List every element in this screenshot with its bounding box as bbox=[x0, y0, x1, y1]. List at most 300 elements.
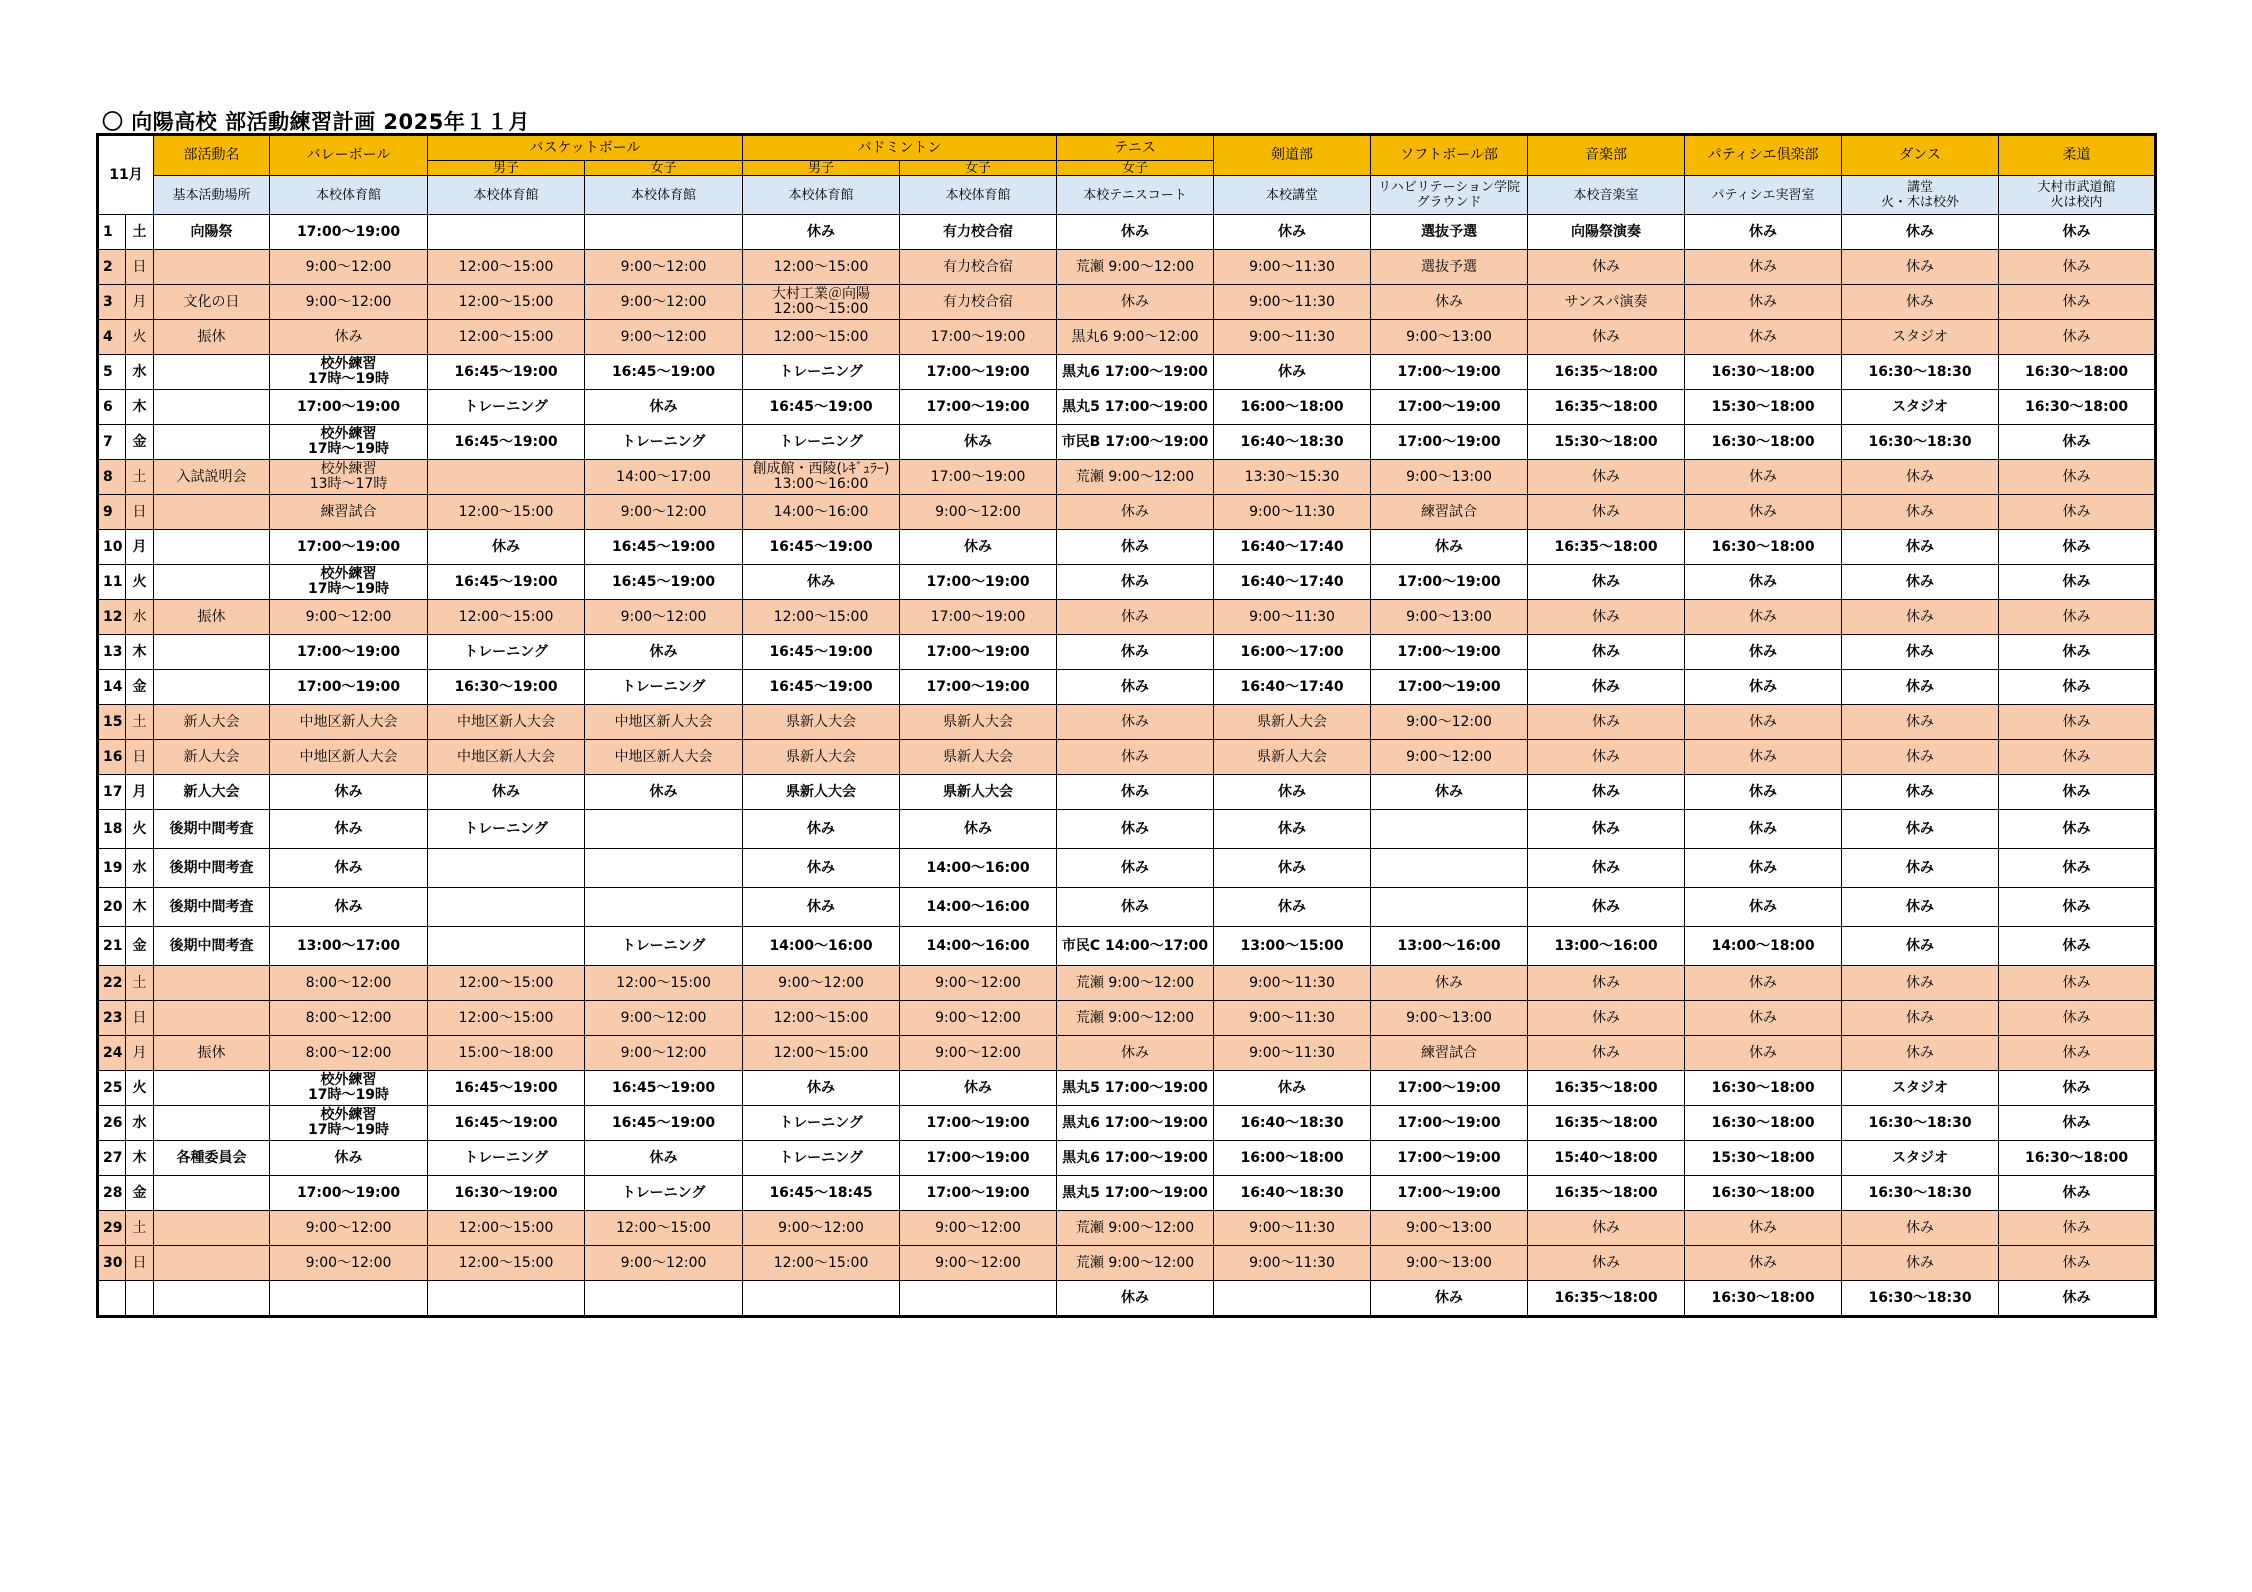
schedule-cell bbox=[270, 1281, 428, 1317]
school-event bbox=[154, 1071, 270, 1106]
schedule-cell: 休み bbox=[1999, 1246, 2156, 1281]
schedule-cell: 16:40～18:30 bbox=[1214, 425, 1371, 460]
weekday: 月 bbox=[126, 775, 154, 810]
schedule-row bbox=[98, 460, 2156, 495]
day-number: 24 bbox=[98, 1036, 126, 1071]
schedule-cell: 16:45～19:00 bbox=[428, 1106, 585, 1141]
schedule-cell: 9:00～11:30 bbox=[1214, 1211, 1371, 1246]
schedule-cell: 中地区新人大会 bbox=[585, 740, 743, 775]
school-event: 文化の日 bbox=[154, 285, 270, 320]
schedule-cell: 練習試合 bbox=[1371, 1036, 1528, 1071]
schedule-cell: 校外練習 17時～19時 bbox=[270, 1071, 428, 1106]
day-number: 3 bbox=[98, 285, 126, 320]
schedule-cell: 9:00～13:00 bbox=[1371, 1001, 1528, 1036]
schedule-cell: 休み bbox=[1842, 849, 1999, 888]
schedule-cell: 休み bbox=[1214, 355, 1371, 390]
schedule-cell: 休み bbox=[1528, 810, 1685, 849]
schedule-cell: 16:30～18:00 bbox=[1685, 1176, 1842, 1211]
location-cell: リハビリテーション学院 グラウンド bbox=[1371, 176, 1528, 215]
schedule-cell: 16:30～18:30 bbox=[1842, 355, 1999, 390]
school-event bbox=[154, 1281, 270, 1317]
schedule-cell: 休み bbox=[1685, 849, 1842, 888]
schedule-cell: トレーニング bbox=[743, 1106, 900, 1141]
schedule-cell: 休み bbox=[1999, 215, 2156, 250]
schedule-cell: 県新人大会 bbox=[743, 775, 900, 810]
schedule-cell: 校外練習 17時～19時 bbox=[270, 355, 428, 390]
day-number: 14 bbox=[98, 670, 126, 705]
schedule-cell: 休み bbox=[1842, 670, 1999, 705]
schedule-cell: 休み bbox=[1057, 810, 1214, 849]
schedule-cell: 休み bbox=[1999, 1106, 2156, 1141]
schedule-cell: スタジオ bbox=[1842, 1141, 1999, 1176]
schedule-cell: 16:30～18:00 bbox=[1685, 1281, 1842, 1317]
schedule-cell: 休み bbox=[1999, 600, 2156, 635]
schedule-cell: 休み bbox=[585, 775, 743, 810]
schedule-cell: 16:45～19:00 bbox=[743, 530, 900, 565]
weekday: 水 bbox=[126, 600, 154, 635]
schedule-cell: 休み bbox=[1057, 888, 1214, 927]
schedule-cell: 休み bbox=[1528, 966, 1685, 1001]
club-volleyball: バレーボール bbox=[270, 135, 428, 176]
schedule-cell: 休み bbox=[1057, 600, 1214, 635]
schedule-cell: 休み bbox=[1057, 705, 1214, 740]
schedule-cell: 12:00～15:00 bbox=[428, 250, 585, 285]
schedule-cell: 9:00～12:00 bbox=[900, 1211, 1057, 1246]
schedule-cell: 休み bbox=[1842, 888, 1999, 927]
schedule-row bbox=[98, 1246, 2156, 1281]
schedule-cell: 12:00～15:00 bbox=[428, 285, 585, 320]
schedule-cell: 休み bbox=[1999, 740, 2156, 775]
schedule-cell: 休み bbox=[1528, 670, 1685, 705]
schedule-cell: 創成館・西陵(ﾚｷﾞｭﾗｰ) 13:00～16:00 bbox=[743, 460, 900, 495]
weekday: 日 bbox=[126, 740, 154, 775]
schedule-cell: 休み bbox=[270, 888, 428, 927]
schedule-cell: 県新人大会 bbox=[900, 740, 1057, 775]
schedule-cell: 16:45～19:00 bbox=[585, 565, 743, 600]
schedule-cell bbox=[743, 1281, 900, 1317]
schedule-cell: 9:00～12:00 bbox=[270, 1211, 428, 1246]
schedule-cell: 休み bbox=[1999, 565, 2156, 600]
schedule-cell: 休み bbox=[1685, 1246, 1842, 1281]
schedule-cell: 16:00～17:00 bbox=[1214, 635, 1371, 670]
schedule-row bbox=[98, 927, 2156, 966]
schedule-cell: 休み bbox=[1842, 495, 1999, 530]
schedule-cell: 9:00～13:00 bbox=[1371, 460, 1528, 495]
schedule-cell: 9:00～12:00 bbox=[743, 966, 900, 1001]
schedule-cell: 休み bbox=[743, 810, 900, 849]
day-number: 21 bbox=[98, 927, 126, 966]
schedule-cell: 県新人大会 bbox=[1214, 705, 1371, 740]
schedule-cell: 県新人大会 bbox=[1214, 740, 1371, 775]
schedule-cell: 休み bbox=[1685, 888, 1842, 927]
schedule-cell: 休み bbox=[585, 635, 743, 670]
school-event bbox=[154, 425, 270, 460]
schedule-cell: 荒瀬 9:00～12:00 bbox=[1057, 250, 1214, 285]
schedule-cell: 休み bbox=[1842, 460, 1999, 495]
weekday: 火 bbox=[126, 320, 154, 355]
schedule-cell: 休み bbox=[1685, 460, 1842, 495]
weekday: 木 bbox=[126, 390, 154, 425]
schedule-cell: 16:30～18:30 bbox=[1842, 1281, 1999, 1317]
schedule-cell bbox=[428, 460, 585, 495]
schedule-cell bbox=[585, 810, 743, 849]
schedule-cell: 休み bbox=[1057, 495, 1214, 530]
schedule-cell: 休み bbox=[1214, 775, 1371, 810]
schedule-cell: 16:30～18:30 bbox=[1842, 425, 1999, 460]
schedule-cell: 9:00～11:30 bbox=[1214, 250, 1371, 285]
schedule-cell: 休み bbox=[1842, 285, 1999, 320]
schedule-cell: 12:00～15:00 bbox=[743, 600, 900, 635]
school-event bbox=[154, 1246, 270, 1281]
school-event: 振休 bbox=[154, 320, 270, 355]
schedule-cell: 13:00～16:00 bbox=[1528, 927, 1685, 966]
schedule-cell: 休み bbox=[1685, 285, 1842, 320]
schedule-cell: 黒丸6 9:00～12:00 bbox=[1057, 320, 1214, 355]
schedule-cell: 荒瀬 9:00～12:00 bbox=[1057, 1246, 1214, 1281]
schedule-cell: 9:00～13:00 bbox=[1371, 1211, 1528, 1246]
club-music: 音楽部 bbox=[1528, 135, 1685, 176]
schedule-cell: 13:00～15:00 bbox=[1214, 927, 1371, 966]
schedule-cell: 向陽祭演奏 bbox=[1528, 215, 1685, 250]
schedule-cell: 9:00～13:00 bbox=[1371, 600, 1528, 635]
schedule-cell: 17:00～19:00 bbox=[1371, 635, 1528, 670]
schedule-row bbox=[98, 670, 2156, 705]
weekday: 土 bbox=[126, 460, 154, 495]
school-event: 入試説明会 bbox=[154, 460, 270, 495]
location-cell: 講堂 火・木は校外 bbox=[1842, 176, 1999, 215]
location-cell: 大村市武道館 火は校内 bbox=[1999, 176, 2156, 215]
schedule-cell: トレーニング bbox=[585, 670, 743, 705]
schedule-cell: 16:35～18:00 bbox=[1528, 355, 1685, 390]
schedule-cell: 17:00～19:00 bbox=[900, 635, 1057, 670]
day-number: 18 bbox=[98, 810, 126, 849]
schedule-cell: 休み bbox=[743, 888, 900, 927]
schedule-cell: 16:45～19:00 bbox=[428, 355, 585, 390]
school-event bbox=[154, 1211, 270, 1246]
schedule-cell: 有力校合宿 bbox=[900, 215, 1057, 250]
schedule-cell: 16:30～18:00 bbox=[1685, 1106, 1842, 1141]
schedule-cell: 12:00～15:00 bbox=[585, 1211, 743, 1246]
schedule-cell: 14:00～16:00 bbox=[900, 888, 1057, 927]
schedule-cell: 17:00～19:00 bbox=[1371, 1141, 1528, 1176]
day-number: 9 bbox=[98, 495, 126, 530]
schedule-cell: 休み bbox=[1842, 530, 1999, 565]
schedule-cell bbox=[1371, 888, 1528, 927]
schedule-cell: 休み bbox=[1685, 966, 1842, 1001]
schedule-cell: 16:45～19:00 bbox=[585, 530, 743, 565]
schedule-cell: 16:45～19:00 bbox=[743, 670, 900, 705]
day-number: 10 bbox=[98, 530, 126, 565]
schedule-cell: 9:00～12:00 bbox=[270, 285, 428, 320]
schedule-cell: 17:00～19:00 bbox=[1371, 1176, 1528, 1211]
schedule-cell: 17:00～19:00 bbox=[900, 565, 1057, 600]
school-event bbox=[154, 355, 270, 390]
schedule-cell: 8:00～12:00 bbox=[270, 1001, 428, 1036]
schedule-cell: 休み bbox=[900, 1071, 1057, 1106]
schedule-cell: 休み bbox=[1999, 927, 2156, 966]
schedule-cell: 14:00～17:00 bbox=[585, 460, 743, 495]
schedule-cell: 休み bbox=[900, 425, 1057, 460]
schedule-cell: 16:45～19:00 bbox=[428, 1071, 585, 1106]
schedule-row bbox=[98, 888, 2156, 927]
schedule-cell: 休み bbox=[1999, 1001, 2156, 1036]
schedule-row bbox=[98, 1176, 2156, 1211]
day-number: 28 bbox=[98, 1176, 126, 1211]
schedule-row bbox=[98, 1001, 2156, 1036]
schedule-cell: 16:00～18:00 bbox=[1214, 1141, 1371, 1176]
schedule-cell: 休み bbox=[1214, 1071, 1371, 1106]
schedule-cell bbox=[428, 888, 585, 927]
schedule-cell: 県新人大会 bbox=[900, 705, 1057, 740]
schedule-cell: 休み bbox=[743, 849, 900, 888]
schedule-row bbox=[98, 775, 2156, 810]
schedule-cell: 9:00～11:30 bbox=[1214, 1246, 1371, 1281]
schedule-cell: 休み bbox=[1214, 810, 1371, 849]
schedule-cell: 16:00～18:00 bbox=[1214, 390, 1371, 425]
schedule-row bbox=[98, 390, 2156, 425]
school-event bbox=[154, 670, 270, 705]
club-softball: ソフトボール部 bbox=[1371, 135, 1528, 176]
schedule-cell: 14:00～16:00 bbox=[743, 495, 900, 530]
schedule-cell: 16:35～18:00 bbox=[1528, 1176, 1685, 1211]
schedule-cell: 16:30～19:00 bbox=[428, 670, 585, 705]
club-judo: 柔道 bbox=[1999, 135, 2156, 176]
schedule-cell: 休み bbox=[428, 530, 585, 565]
day-number bbox=[98, 1281, 126, 1317]
schedule-cell: 12:00～15:00 bbox=[428, 320, 585, 355]
schedule-cell: 9:00～12:00 bbox=[1371, 740, 1528, 775]
day-number: 15 bbox=[98, 705, 126, 740]
schedule-cell: トレーニング bbox=[743, 1141, 900, 1176]
schedule-row bbox=[98, 1106, 2156, 1141]
schedule-cell: 14:00～16:00 bbox=[743, 927, 900, 966]
schedule-cell: 休み bbox=[1999, 425, 2156, 460]
club-name-label: 部活動名 bbox=[154, 135, 270, 176]
schedule-cell: 16:35～18:00 bbox=[1528, 1071, 1685, 1106]
schedule-cell: トレーニング bbox=[585, 425, 743, 460]
schedule-cell: 休み bbox=[1057, 530, 1214, 565]
schedule-cell: トレーニング bbox=[585, 1176, 743, 1211]
schedule-cell: 9:00～12:00 bbox=[585, 1001, 743, 1036]
schedule-row bbox=[98, 1036, 2156, 1071]
schedule-cell: 9:00～12:00 bbox=[743, 1211, 900, 1246]
day-number: 1 bbox=[98, 215, 126, 250]
schedule-cell: 16:45～19:00 bbox=[743, 635, 900, 670]
schedule-cell: 12:00～15:00 bbox=[743, 1001, 900, 1036]
schedule-cell: 16:45～19:00 bbox=[428, 425, 585, 460]
schedule-cell: 17:00～19:00 bbox=[900, 1141, 1057, 1176]
weekday: 日 bbox=[126, 1246, 154, 1281]
day-number: 4 bbox=[98, 320, 126, 355]
schedule-cell: 休み bbox=[270, 1141, 428, 1176]
schedule-cell: 休み bbox=[1685, 1036, 1842, 1071]
day-number: 27 bbox=[98, 1141, 126, 1176]
schedule-cell: 中地区新人大会 bbox=[428, 705, 585, 740]
schedule-cell: 練習試合 bbox=[270, 495, 428, 530]
schedule-row bbox=[98, 849, 2156, 888]
schedule-cell: 16:30～18:00 bbox=[1685, 530, 1842, 565]
schedule-cell: 荒瀬 9:00～12:00 bbox=[1057, 966, 1214, 1001]
schedule-cell: 校外練習 17時～19時 bbox=[270, 565, 428, 600]
schedule-cell: 13:00～17:00 bbox=[270, 927, 428, 966]
weekday: 火 bbox=[126, 810, 154, 849]
schedule-cell: 16:40～17:40 bbox=[1214, 565, 1371, 600]
schedule-cell: 17:00～19:00 bbox=[270, 1176, 428, 1211]
schedule-cell: 14:00～18:00 bbox=[1685, 927, 1842, 966]
schedule-cell: 9:00～12:00 bbox=[900, 495, 1057, 530]
schedule-cell: 有力校合宿 bbox=[900, 285, 1057, 320]
schedule-cell: 16:45～18:45 bbox=[743, 1176, 900, 1211]
schedule-cell: 休み bbox=[1057, 635, 1214, 670]
schedule-row bbox=[98, 810, 2156, 849]
schedule-cell: 休み bbox=[1371, 1281, 1528, 1317]
weekday: 月 bbox=[126, 285, 154, 320]
schedule-cell: 休み bbox=[1842, 565, 1999, 600]
day-number: 26 bbox=[98, 1106, 126, 1141]
schedule-cell: 12:00～15:00 bbox=[428, 1211, 585, 1246]
location-cell: 本校体育館 bbox=[585, 176, 743, 215]
schedule-cell bbox=[428, 1281, 585, 1317]
schedule-cell: 休み bbox=[1999, 530, 2156, 565]
schedule-row bbox=[98, 740, 2156, 775]
schedule-cell: 休み bbox=[1057, 565, 1214, 600]
schedule-cell: 12:00～15:00 bbox=[743, 1246, 900, 1281]
schedule-row bbox=[98, 285, 2156, 320]
schedule-cell: 休み bbox=[1528, 495, 1685, 530]
schedule-cell: 13:00～16:00 bbox=[1371, 927, 1528, 966]
schedule-cell: 中地区新人大会 bbox=[428, 740, 585, 775]
schedule-cell: トレーニング bbox=[743, 425, 900, 460]
schedule-cell: 17:00～19:00 bbox=[900, 460, 1057, 495]
schedule-cell: 16:30～18:30 bbox=[1842, 1176, 1999, 1211]
schedule-cell: 黒丸6 17:00～19:00 bbox=[1057, 1141, 1214, 1176]
schedule-cell: 9:00～11:30 bbox=[1214, 600, 1371, 635]
schedule-cell bbox=[428, 215, 585, 250]
school-event: 向陽祭 bbox=[154, 215, 270, 250]
schedule-cell bbox=[1371, 849, 1528, 888]
schedule-cell: 休み bbox=[1528, 740, 1685, 775]
school-event: 新人大会 bbox=[154, 740, 270, 775]
schedule-cell: 12:00～15:00 bbox=[743, 1036, 900, 1071]
weekday: 火 bbox=[126, 1071, 154, 1106]
schedule-cell: 9:00～12:00 bbox=[270, 1246, 428, 1281]
schedule-cell: 休み bbox=[1999, 849, 2156, 888]
schedule-cell: 休み bbox=[1999, 705, 2156, 740]
day-number: 23 bbox=[98, 1001, 126, 1036]
day-number: 30 bbox=[98, 1246, 126, 1281]
schedule-cell bbox=[428, 927, 585, 966]
schedule-cell: トレーニング bbox=[743, 355, 900, 390]
schedule-cell: 休み bbox=[1528, 888, 1685, 927]
tennis-girls: 女子 bbox=[1057, 161, 1214, 176]
schedule-cell: 12:00～15:00 bbox=[743, 250, 900, 285]
weekday: 日 bbox=[126, 250, 154, 285]
schedule-cell: 17:00～19:00 bbox=[900, 1106, 1057, 1141]
schedule-cell: スタジオ bbox=[1842, 390, 1999, 425]
schedule-cell: 9:00～12:00 bbox=[1371, 705, 1528, 740]
club-kendo: 剣道部 bbox=[1214, 135, 1371, 176]
schedule-cell: 9:00～11:30 bbox=[1214, 495, 1371, 530]
schedule-cell: 休み bbox=[1057, 670, 1214, 705]
schedule-cell: 中地区新人大会 bbox=[270, 740, 428, 775]
schedule-cell: 校外練習 13時～17時 bbox=[270, 460, 428, 495]
schedule-cell: 16:40～17:40 bbox=[1214, 670, 1371, 705]
day-number: 29 bbox=[98, 1211, 126, 1246]
schedule-cell: 17:00～19:00 bbox=[1371, 565, 1528, 600]
schedule-cell: 休み bbox=[1842, 215, 1999, 250]
schedule-row bbox=[98, 565, 2156, 600]
schedule-cell: 12:00～15:00 bbox=[428, 495, 585, 530]
schedule-row bbox=[98, 966, 2156, 1001]
schedule-cell: 休み bbox=[1999, 460, 2156, 495]
schedule-cell: 休み bbox=[743, 215, 900, 250]
basketball-girls: 女子 bbox=[585, 161, 743, 176]
schedule-cell: 校外練習 17時～19時 bbox=[270, 425, 428, 460]
schedule-cell: 9:00～12:00 bbox=[585, 250, 743, 285]
schedule-cell: 16:30～18:00 bbox=[1685, 355, 1842, 390]
schedule-cell: 休み bbox=[1057, 1281, 1214, 1317]
schedule-cell: 中地区新人大会 bbox=[270, 705, 428, 740]
schedule-cell: 17:00～19:00 bbox=[270, 530, 428, 565]
schedule-cell: 17:00～19:00 bbox=[270, 670, 428, 705]
schedule-cell: 市民C 14:00～17:00 bbox=[1057, 927, 1214, 966]
schedule-cell: 休み bbox=[1999, 1211, 2156, 1246]
weekday: 水 bbox=[126, 355, 154, 390]
schedule-cell: 9:00～12:00 bbox=[585, 285, 743, 320]
schedule-cell: 14:00～16:00 bbox=[900, 849, 1057, 888]
day-number: 17 bbox=[98, 775, 126, 810]
schedule-cell: 12:00～15:00 bbox=[428, 1246, 585, 1281]
school-event: 振休 bbox=[154, 1036, 270, 1071]
schedule-row bbox=[98, 320, 2156, 355]
schedule-cell: 休み bbox=[743, 565, 900, 600]
schedule-cell: 有力校合宿 bbox=[900, 250, 1057, 285]
location-cell: 本校体育館 bbox=[743, 176, 900, 215]
schedule-cell: 休み bbox=[1528, 565, 1685, 600]
schedule-cell: 県新人大会 bbox=[743, 740, 900, 775]
schedule-cell: 休み bbox=[1842, 250, 1999, 285]
schedule-cell: 休み bbox=[1999, 1071, 2156, 1106]
schedule-cell: 15:30～18:00 bbox=[1685, 390, 1842, 425]
schedule-cell: 休み bbox=[1057, 740, 1214, 775]
schedule-cell: 休み bbox=[270, 810, 428, 849]
schedule-cell: 休み bbox=[1685, 320, 1842, 355]
weekday bbox=[126, 1281, 154, 1317]
schedule-row bbox=[98, 425, 2156, 460]
schedule-cell: 9:00～12:00 bbox=[900, 1246, 1057, 1281]
schedule-cell: 荒瀬 9:00～12:00 bbox=[1057, 1001, 1214, 1036]
schedule-cell: 9:00～12:00 bbox=[900, 1036, 1057, 1071]
schedule-cell: 16:45～19:00 bbox=[428, 565, 585, 600]
schedule-cell: 休み bbox=[1685, 1211, 1842, 1246]
schedule-cell: 休み bbox=[1999, 966, 2156, 1001]
schedule-row bbox=[98, 1141, 2156, 1176]
schedule-cell: 17:00～19:00 bbox=[270, 635, 428, 670]
schedule-cell: 休み bbox=[1685, 705, 1842, 740]
schedule-cell bbox=[900, 1281, 1057, 1317]
schedule-cell: 休み bbox=[1842, 775, 1999, 810]
schedule-cell: トレーニング bbox=[585, 927, 743, 966]
school-event bbox=[154, 1106, 270, 1141]
schedule-cell: 休み bbox=[1371, 530, 1528, 565]
schedule-cell: 休み bbox=[1842, 1036, 1999, 1071]
schedule-cell: 休み bbox=[1528, 705, 1685, 740]
schedule-cell: 16:45～19:00 bbox=[585, 355, 743, 390]
practice-schedule-table bbox=[96, 133, 2157, 1318]
badminton-girls: 女子 bbox=[900, 161, 1057, 176]
schedule-cell: 休み bbox=[1842, 705, 1999, 740]
schedule-cell: 休み bbox=[1685, 495, 1842, 530]
